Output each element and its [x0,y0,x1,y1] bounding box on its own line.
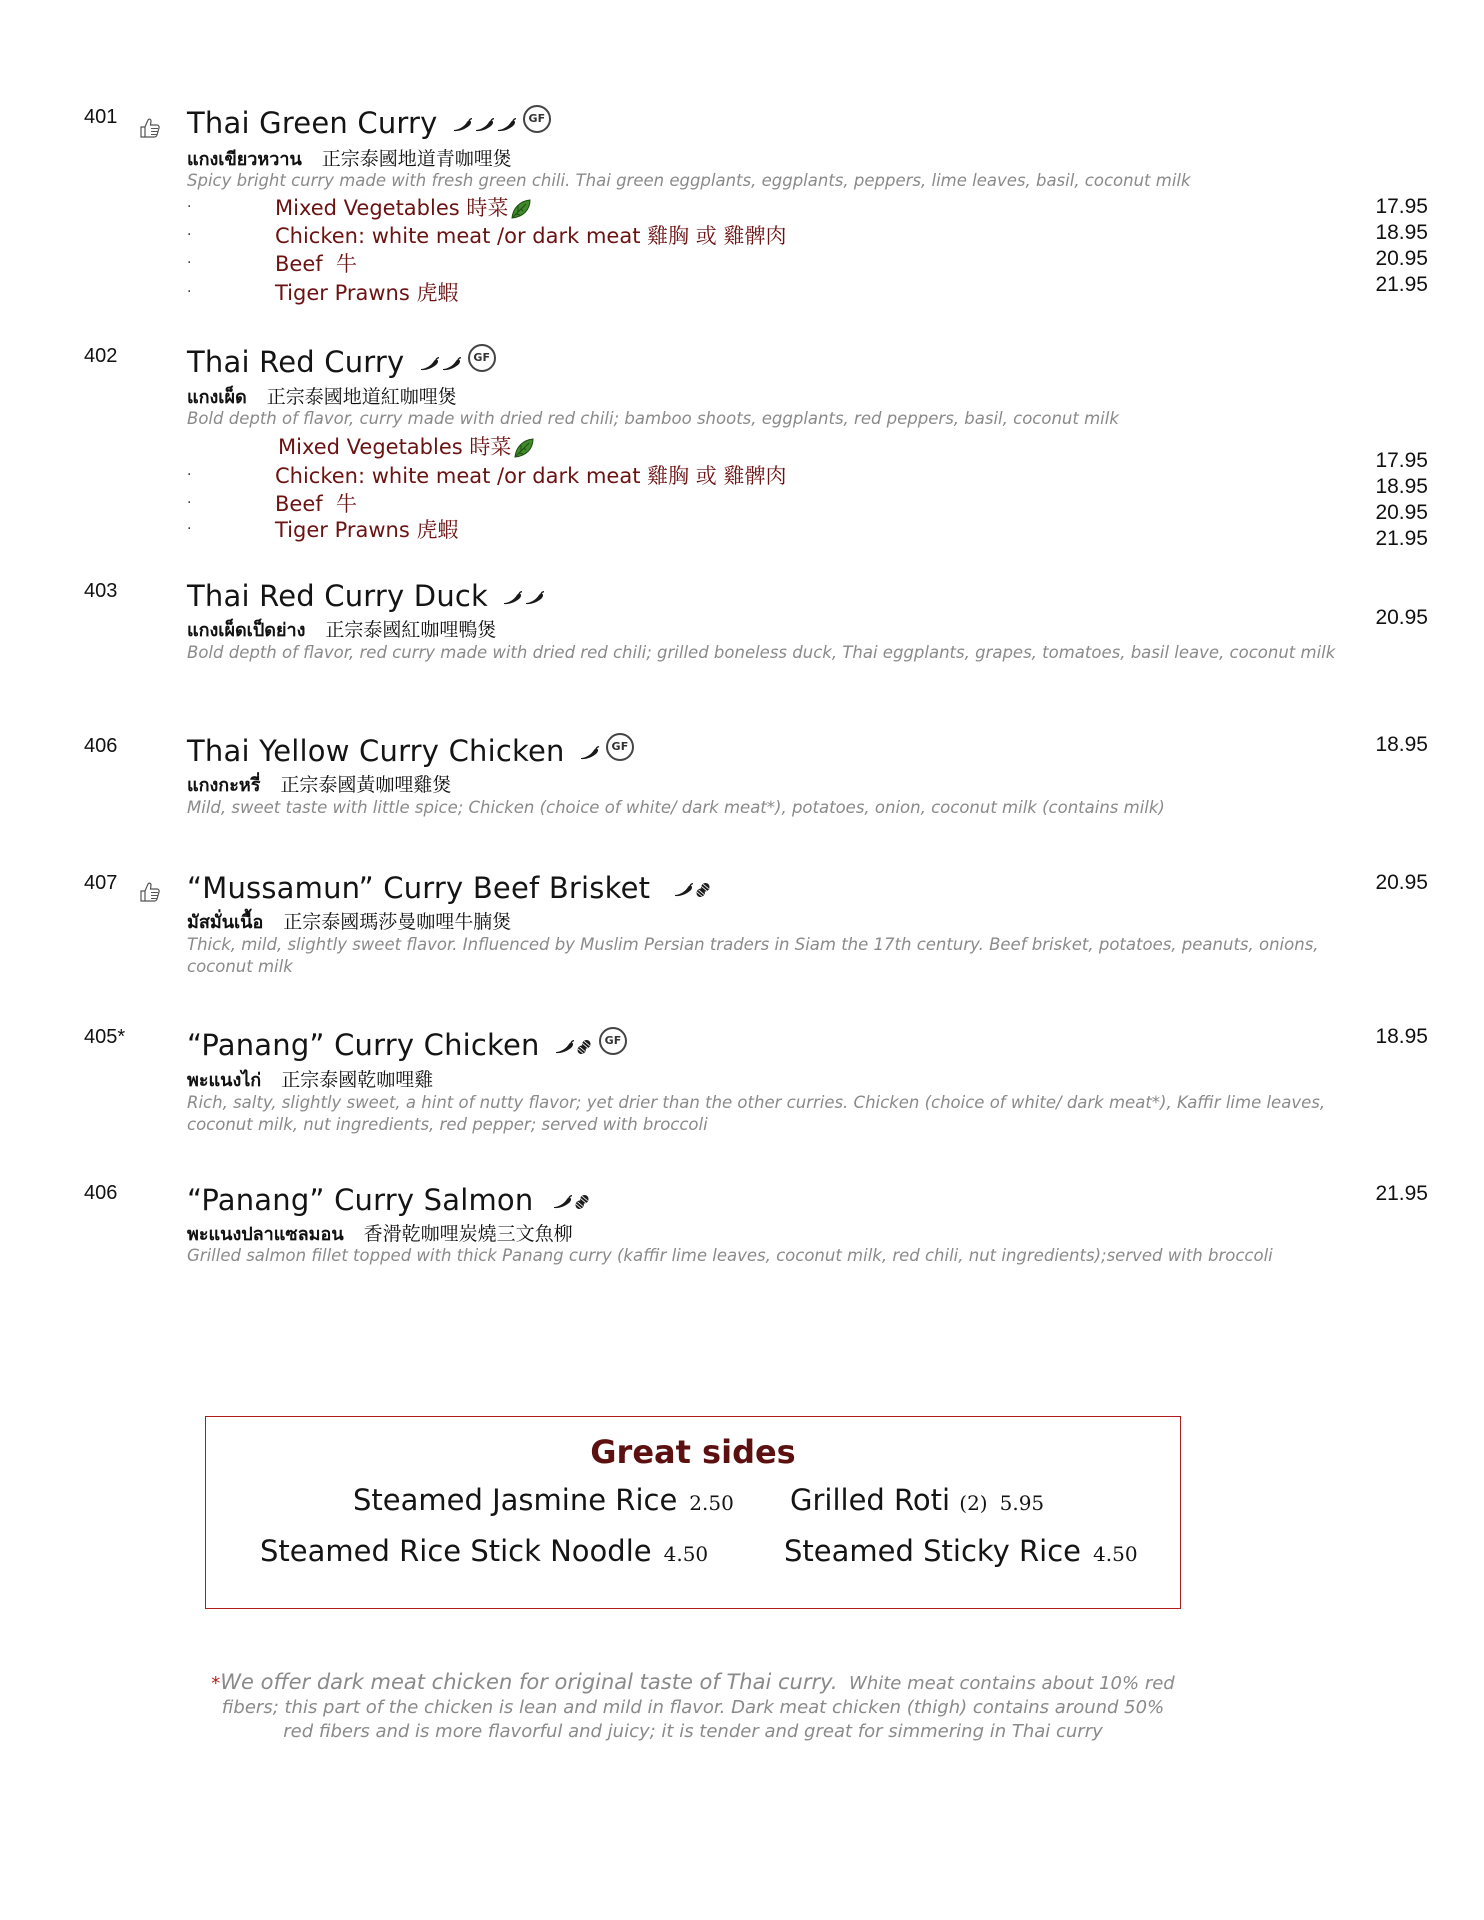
chili-icon [475,118,495,132]
bullet: · [187,467,192,483]
price: 21.95 [1375,527,1428,550]
bullet: · [187,495,192,511]
chili-icon [442,357,462,371]
peanut-icon [573,1193,591,1211]
item-code: 406 [84,1182,118,1204]
side-price: 2.50 [689,1491,734,1515]
bullet: · [187,255,192,271]
chili-icon [420,357,440,371]
side-item: Steamed Sticky Rice 4.50 [784,1534,1138,1568]
bullet: · [187,284,192,300]
item-translations [187,382,457,411]
item-name: “Panang” Curry Salmon [187,1183,534,1217]
price: 21.95 [1375,273,1428,296]
price: 20.95 [1375,247,1428,270]
item-translations [187,615,496,644]
item-name: “Mussamun” Curry Beef Brisket [187,871,651,905]
item-name: “Panang” Curry Chicken [187,1028,540,1062]
chili-icon [553,1195,573,1209]
item-code: 405* [84,1026,126,1048]
leaf-icon [513,437,535,459]
chinese-name: 正宗泰國地道紅咖哩煲 [266,386,457,408]
thai-name: มัสมั่นเนื้อ [187,912,264,933]
option-label: Mixed Vegetables 時菜 [278,431,535,461]
chili-icon [453,118,473,132]
price: 18.95 [1375,221,1428,244]
option-label: Beef 牛 [275,492,357,516]
thumbs-up-icon [138,116,162,140]
item-translations [187,144,512,173]
item-translations [187,770,451,799]
item-translations [187,907,511,936]
item-code: 407 [84,872,118,894]
chinese-name: 正宗泰國地道青咖哩煲 [321,148,512,170]
item-description: Bold depth of flavor, red curry made with dried red chili; grilled boneless duck, Thai eggplants, grapes, tomatoes, basil leave, coconut milk [187,643,1336,662]
gf-icon: GF [468,344,496,372]
thai-name: แกงเผ็ด [187,387,247,408]
option-row [187,514,459,542]
price: 18.95 [1375,1025,1428,1048]
bullet: · [187,227,192,243]
chinese-name: 正宗泰國乾咖哩雞 [281,1069,434,1091]
item-title [187,345,496,379]
side-item: Steamed Jasmine Rice 2.50 [353,1483,734,1517]
gf-icon: GF [523,105,551,133]
item-name: Thai Yellow Curry Chicken [187,734,565,768]
item-description: Grilled salmon fillet topped with thick Panang curry (kaffir lime leaves, coconut milk, red chili, nut ingredients);served with broccoli [187,1246,1273,1265]
item-description: Spicy bright curry made with fresh green chili. Thai green eggplants, eggplants, peppers, lime leaves, basil, coconut milk [187,171,1191,190]
thai-name: แกงเขียวหวาน [187,149,302,170]
item-description: Mild, sweet taste with little spice; Chicken (choice of white/ dark meat*), potatoes, onion, coconut milk (contains milk) [187,798,1165,817]
option-row [187,192,509,220]
leaf-icon [510,198,532,220]
peanut-icon [694,881,712,899]
gf-icon: GF [606,733,634,761]
item-translations [187,1219,573,1248]
item-title [187,734,634,768]
thai-name: แกงเผ็ดเป็ดย่าง [187,620,306,641]
option-label: Chicken: white meat /or dark meat 雞胸 或 雞髀肉 [275,224,787,248]
chili-icon [674,883,694,897]
item-code: 402 [84,345,118,367]
chinese-name: 香滑乾咖哩炭燒三文魚柳 [363,1223,573,1245]
sides-box [205,1416,1181,1609]
thai-name: พะแนงไก่ [187,1070,262,1091]
footnote-text: White meat contains about 10% red fibers; this part of the chicken is lean and mild in flavor. Dark meat chicken (thigh) contains around 50% red fibers and is more flavorful and juicy; it is tender and great for simmering in Thai curry [221,1673,1175,1742]
side-item: Steamed Rice Stick Noodle 4.50 [260,1534,709,1568]
chili-icon [525,591,545,605]
side-price: 4.50 [663,1542,709,1566]
bullet: · [187,199,192,215]
footnote-star: * [211,1673,221,1694]
item-description: Bold depth of flavor, curry made with dried red chili; bamboo shoots, eggplants, red peppers, basil, coconut milk [187,409,1119,428]
footnote [205,1670,1181,1744]
item-title [187,871,712,905]
option-row [187,460,787,488]
price: 18.95 [1375,733,1428,756]
item-description: Thick, mild, slightly sweet flavor. Influenced by Muslim Persian traders in Siam the 17th century. Beef brisket, potatoes, peanuts, onions, coconut milk [187,935,1319,976]
price: 17.95 [1375,449,1428,472]
item-description: Rich, salty, slightly sweet, a hint of nutty flavor; yet drier than the other curries. Chicken (choice of white/ dark meat*), Kaffir lime leaves, coconut milk, nut ingredients, red pepper; served with broccoli [187,1093,1326,1134]
price: 21.95 [1375,1182,1428,1205]
item-name: Thai Red Curry [187,345,405,379]
item-name: Thai Green Curry [187,106,438,140]
item-code: 401 [84,106,118,128]
item-code: 403 [84,580,118,602]
peanut-icon [575,1038,593,1056]
thai-name: พะแนงปลาแซลมอน [187,1224,344,1245]
option-row [187,220,787,248]
side-price: 4.50 [1093,1542,1138,1566]
side-price: 5.95 [999,1491,1045,1515]
option-label: Chicken: white meat /or dark meat 雞胸 或 雞髀肉 [275,464,787,488]
item-title [187,106,551,140]
sides-title: Great sides [590,1433,796,1471]
chili-icon [503,591,523,605]
option-row [187,248,357,276]
chili-icon [497,118,517,132]
option-row [187,488,357,516]
item-name: Thai Red Curry Duck [187,579,489,613]
option-label: Tiger Prawns 虎蝦 [275,518,459,542]
chinese-name: 正宗泰國瑪莎曼咖哩牛腩煲 [283,911,512,933]
chinese-name: 正宗泰國紅咖哩鴨煲 [325,619,497,641]
chili-icon [555,1040,575,1054]
option-label: Beef 牛 [275,252,357,276]
price: 20.95 [1375,501,1428,524]
gf-icon: GF [599,1027,627,1055]
footnote-lead: We offer dark meat chicken for original taste of Thai curry. [220,1670,838,1694]
item-translations [187,1065,433,1094]
price: 17.95 [1375,195,1428,218]
bullet: · [187,521,192,537]
option-label: Tiger Prawns 虎蝦 [275,281,459,305]
side-item: Grilled Roti (2) 5.95 [790,1483,1045,1517]
item-title [187,1028,627,1062]
price: 20.95 [1375,871,1428,894]
price: 20.95 [1375,606,1428,629]
side-qty: (2) [959,1491,988,1515]
item-title [187,579,545,613]
chinese-name: 正宗泰國黃咖哩雞煲 [280,774,452,796]
thumbs-up-icon [138,880,162,904]
option-row [187,277,459,305]
item-code: 406 [84,735,118,757]
option-label: Mixed Vegetables 時菜 [275,192,532,222]
price: 18.95 [1375,475,1428,498]
item-title [187,1183,591,1217]
thai-name: แกงกะหรี่ [187,775,261,796]
chili-icon [580,746,600,760]
